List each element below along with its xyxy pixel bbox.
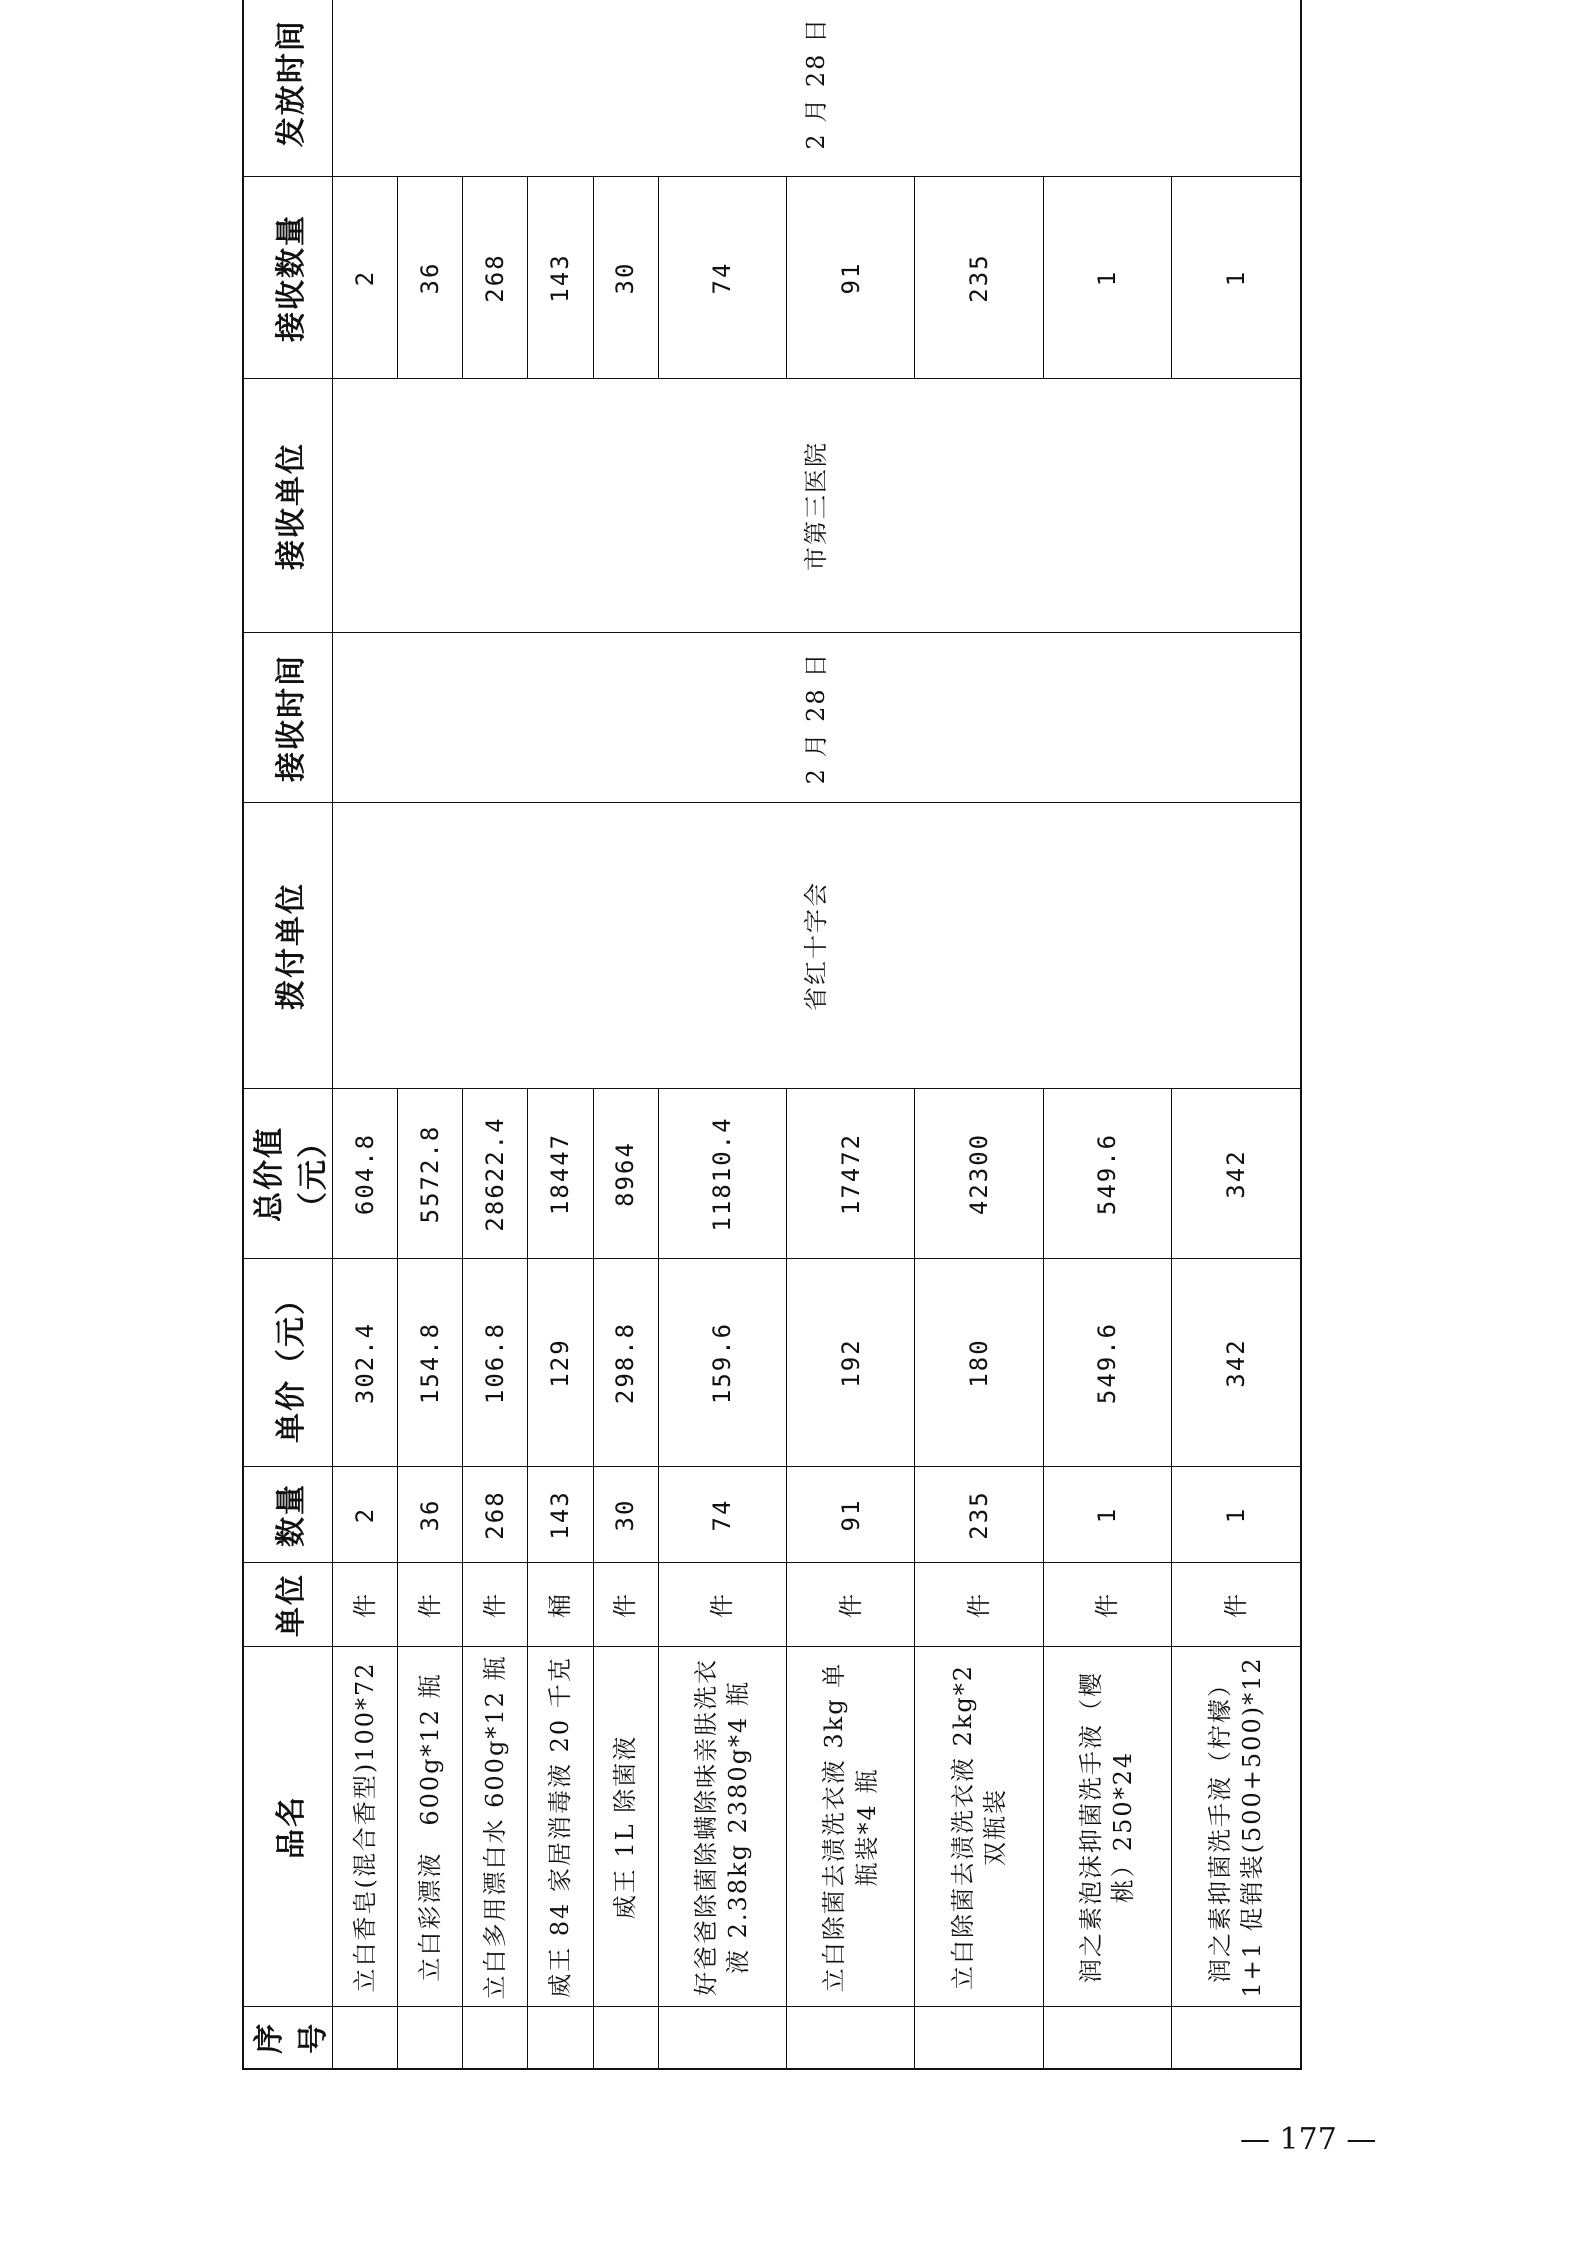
cell-qty: 91	[787, 1467, 915, 1563]
cell-name: 润之素泡沫抑菌洗手液（樱桃）250*24	[1043, 1647, 1171, 2007]
cell-qty: 143	[528, 1467, 593, 1563]
cell-name: 威王 84 家居消毒液 20 千克	[528, 1647, 593, 2007]
header-seq: 序号	[243, 2007, 333, 2069]
cell-seq	[915, 2007, 1043, 2069]
cell-unit: 件	[1172, 1563, 1301, 1647]
cell-receive-qty: 36	[398, 177, 463, 379]
cell-qty: 268	[463, 1467, 528, 1563]
table-row	[333, 0, 398, 2069]
cell-seq	[658, 2007, 786, 2069]
cell-receive-qty: 2	[333, 177, 398, 379]
cell-total: 11810.4	[658, 1089, 786, 1259]
cell-unit: 件	[333, 1563, 398, 1647]
cell-receive-qty: 74	[658, 177, 786, 379]
cell-name: 立白彩漂液 600g*12 瓶	[398, 1647, 463, 2007]
rotated-table-container	[242, 16, 1302, 2070]
header-unit: 单位	[243, 1563, 333, 1647]
header-name: 品名	[243, 1647, 333, 2007]
header-receive-qty: 接收数量	[243, 177, 333, 379]
cell-qty: 30	[593, 1467, 658, 1563]
cell-price: 180	[915, 1259, 1043, 1467]
cell-total: 28622.4	[463, 1089, 528, 1259]
cell-name: 立白除菌去渍洗衣液 3kg 单瓶装*4 瓶	[787, 1647, 915, 2007]
cell-receive-qty: 268	[463, 177, 528, 379]
cell-name: 润之素抑菌洗手液（柠檬）1+1 促销装(500+500)*12	[1172, 1647, 1301, 2007]
header-receiver: 接收单位	[243, 379, 333, 633]
cell-unit: 件	[787, 1563, 915, 1647]
cell-receiver: 市第三医院	[333, 379, 1302, 633]
cell-price: 106.8	[463, 1259, 528, 1467]
cell-qty: 36	[398, 1467, 463, 1563]
page-number: — 177 —	[1240, 2122, 1377, 2157]
cell-name: 威王 1L 除菌液	[593, 1647, 658, 2007]
cell-seq	[333, 2007, 398, 2069]
cell-qty: 1	[1043, 1467, 1171, 1563]
cell-payer: 省红十字会	[333, 803, 1302, 1089]
cell-seq	[787, 2007, 915, 2069]
donation-table	[242, 0, 1302, 2070]
cell-name: 立白多用漂白水 600g*12 瓶	[463, 1647, 528, 2007]
header-issue-time: 发放时间	[243, 0, 333, 177]
header-qty: 数量	[243, 1467, 333, 1563]
cell-issue-time: 2 月 28 日	[333, 0, 1302, 177]
cell-seq	[1043, 2007, 1171, 2069]
cell-qty: 1	[1172, 1467, 1301, 1563]
cell-seq	[463, 2007, 528, 2069]
cell-unit: 桶	[528, 1563, 593, 1647]
cell-seq	[528, 2007, 593, 2069]
cell-price: 549.6	[1043, 1259, 1171, 1467]
cell-qty: 74	[658, 1467, 786, 1563]
cell-name: 立白除菌去渍洗衣液 2kg*2 双瓶装	[915, 1647, 1043, 2007]
cell-receive-qty: 143	[528, 177, 593, 379]
cell-price: 154.8	[398, 1259, 463, 1467]
header-total: 总价值（元）	[243, 1089, 333, 1259]
cell-seq	[593, 2007, 658, 2069]
cell-name: 立白香皂(混合香型)100*72	[333, 1647, 398, 2007]
cell-seq	[1172, 2007, 1301, 2069]
cell-price: 302.4	[333, 1259, 398, 1467]
cell-total: 549.6	[1043, 1089, 1171, 1259]
header-payer: 拨付单位	[243, 803, 333, 1089]
cell-qty: 235	[915, 1467, 1043, 1563]
cell-total: 17472	[787, 1089, 915, 1259]
cell-unit: 件	[915, 1563, 1043, 1647]
cell-total: 5572.8	[398, 1089, 463, 1259]
cell-total: 604.8	[333, 1089, 398, 1259]
cell-receive-qty: 91	[787, 177, 915, 379]
cell-receive-qty: 1	[1043, 177, 1171, 379]
cell-total: 18447	[528, 1089, 593, 1259]
cell-qty: 2	[333, 1467, 398, 1563]
header-price: 单价（元）	[243, 1259, 333, 1467]
header-receive-time: 接收时间	[243, 633, 333, 803]
cell-unit: 件	[398, 1563, 463, 1647]
header-row	[243, 0, 333, 2069]
cell-unit: 件	[1043, 1563, 1171, 1647]
cell-unit: 件	[463, 1563, 528, 1647]
cell-total: 8964	[593, 1089, 658, 1259]
cell-total: 42300	[915, 1089, 1043, 1259]
cell-price: 342	[1172, 1259, 1301, 1467]
cell-price: 159.6	[658, 1259, 786, 1467]
cell-name: 好爸爸除菌除螨除味亲肤洗衣液 2.38kg 2380g*4 瓶	[658, 1647, 786, 2007]
cell-receive-qty: 1	[1172, 177, 1301, 379]
cell-receive-time: 2 月 28 日	[333, 633, 1302, 803]
cell-seq	[398, 2007, 463, 2069]
cell-unit: 件	[593, 1563, 658, 1647]
cell-receive-qty: 235	[915, 177, 1043, 379]
cell-receive-qty: 30	[593, 177, 658, 379]
cell-unit: 件	[658, 1563, 786, 1647]
cell-price: 192	[787, 1259, 915, 1467]
cell-price: 129	[528, 1259, 593, 1467]
cell-price: 298.8	[593, 1259, 658, 1467]
cell-total: 342	[1172, 1089, 1301, 1259]
